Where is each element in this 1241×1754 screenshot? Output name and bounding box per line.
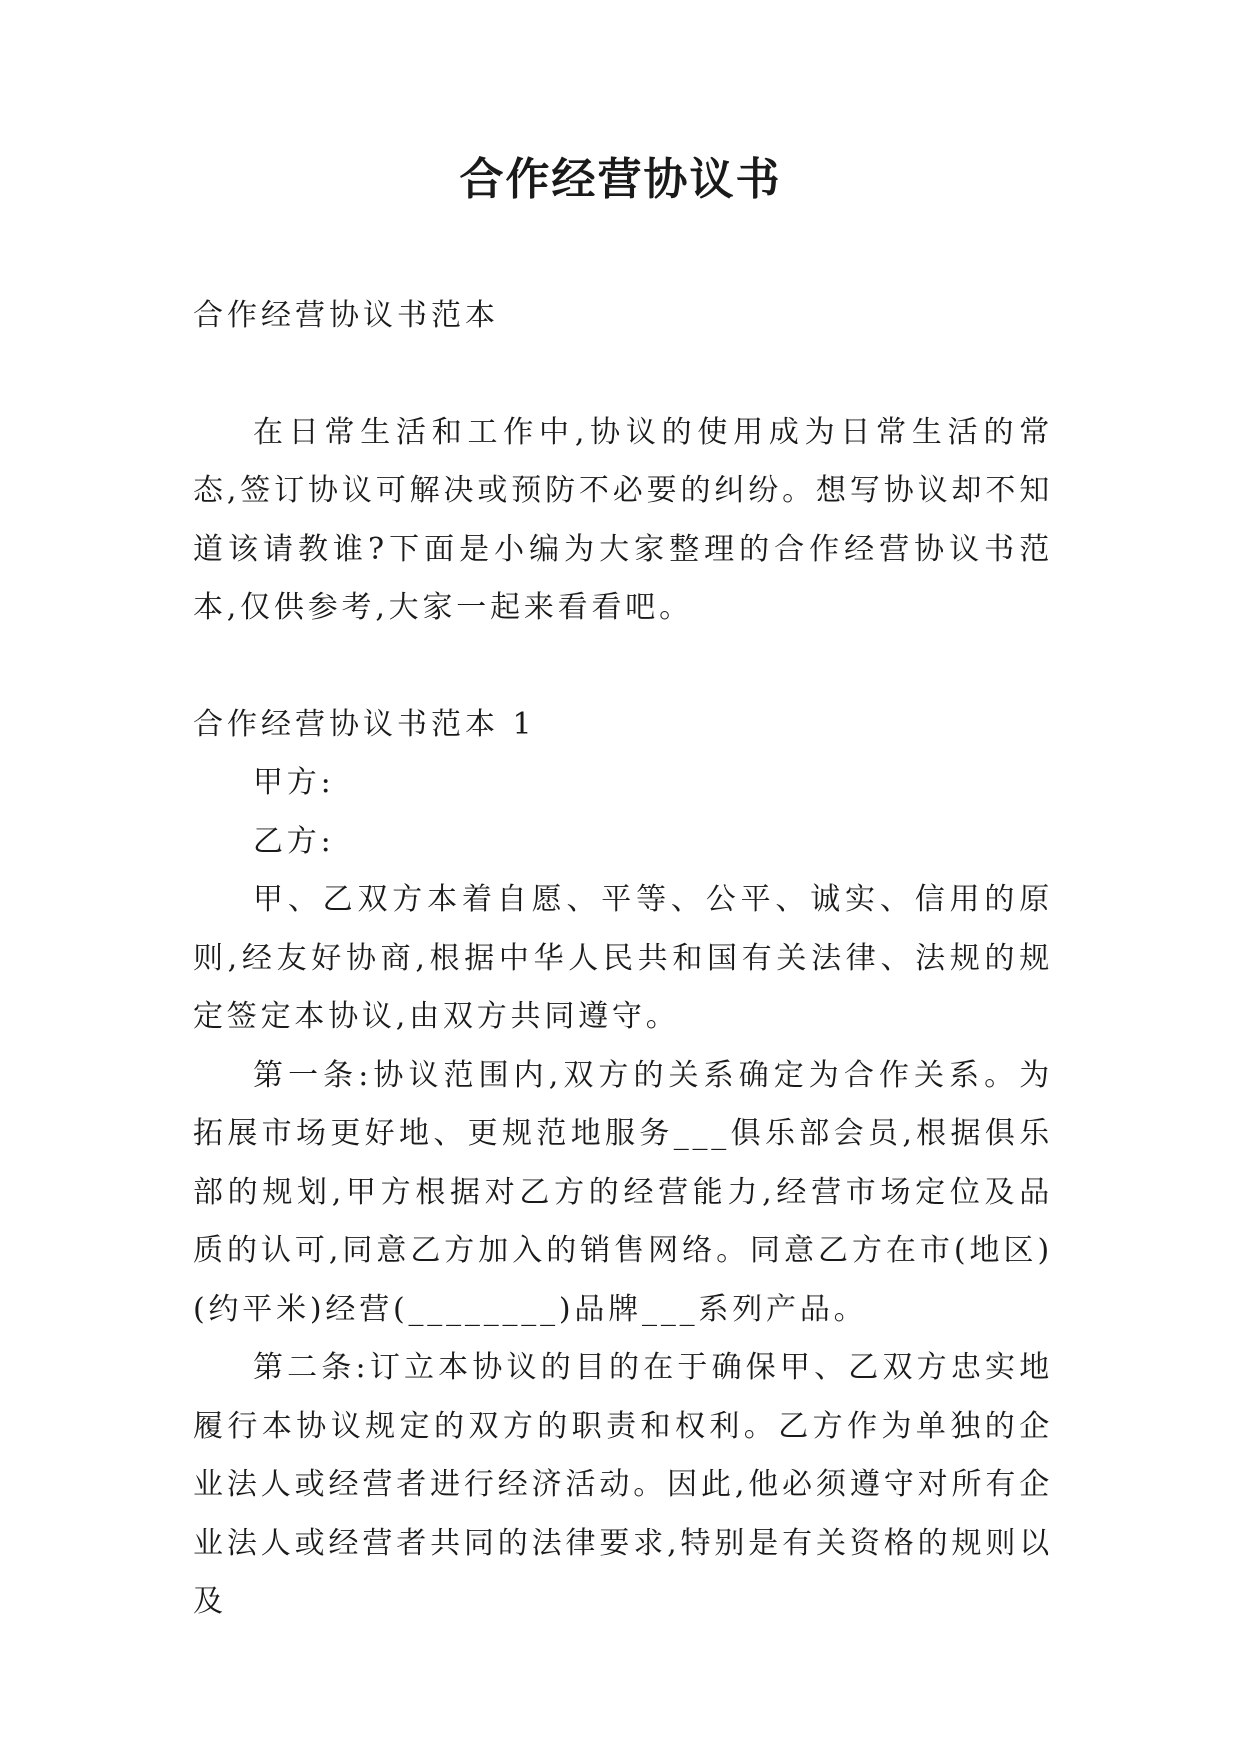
section-heading: 合作经营协议书范本 1 <box>193 706 536 742</box>
party-b-line: 乙方: <box>253 823 335 859</box>
article-1-paragraph: 第一条:协议范围内,双方的关系确定为合作关系。为拓展市场更好地、更规范地服务___俱乐部会员,根据俱乐部的规划,甲方根据对乙方的经营能力,经营市场定位及品质的认可,同意乙方加入的销售网络。同意乙方在市(地区)(约平米)经营(________)品牌___系列产品。 <box>193 1057 1053 1327</box>
article-2-paragraph: 第二条:订立本协议的目的在于确保甲、乙双方忠实地履行本协议规定的双方的职责和权利。乙方作为单独的企业法人或经营者进行经济活动。因此,他必须遵守对所有企业法人或经营者共同的法律要求,特别是有关资格的规则以及 <box>193 1350 1053 1619</box>
party-a-line: 甲方: <box>253 765 335 800</box>
preamble-paragraph: 甲、乙双方本着自愿、平等、公平、诚实、信用的原则,经友好协商,根据中华人民共和国有关法律、法规的规定签定本协议,由双方共同遵守。 <box>193 882 1053 1034</box>
spacer <box>193 346 1053 404</box>
intro-paragraph: 在日常生活和工作中,协议的使用成为日常生活的常态,签订协议可解决或预防不必要的纠纷。想写协议却不知道该请教谁?下面是小编为大家整理的合作经营协议书范本,仅供参考,大家一起来看看吧。 <box>193 414 1053 625</box>
document-title: 合作经营协议书 <box>459 154 782 205</box>
document-body <box>193 287 1053 1632</box>
document-subtitle: 合作经营协议书范本 <box>193 298 499 333</box>
spacer <box>193 638 1053 696</box>
